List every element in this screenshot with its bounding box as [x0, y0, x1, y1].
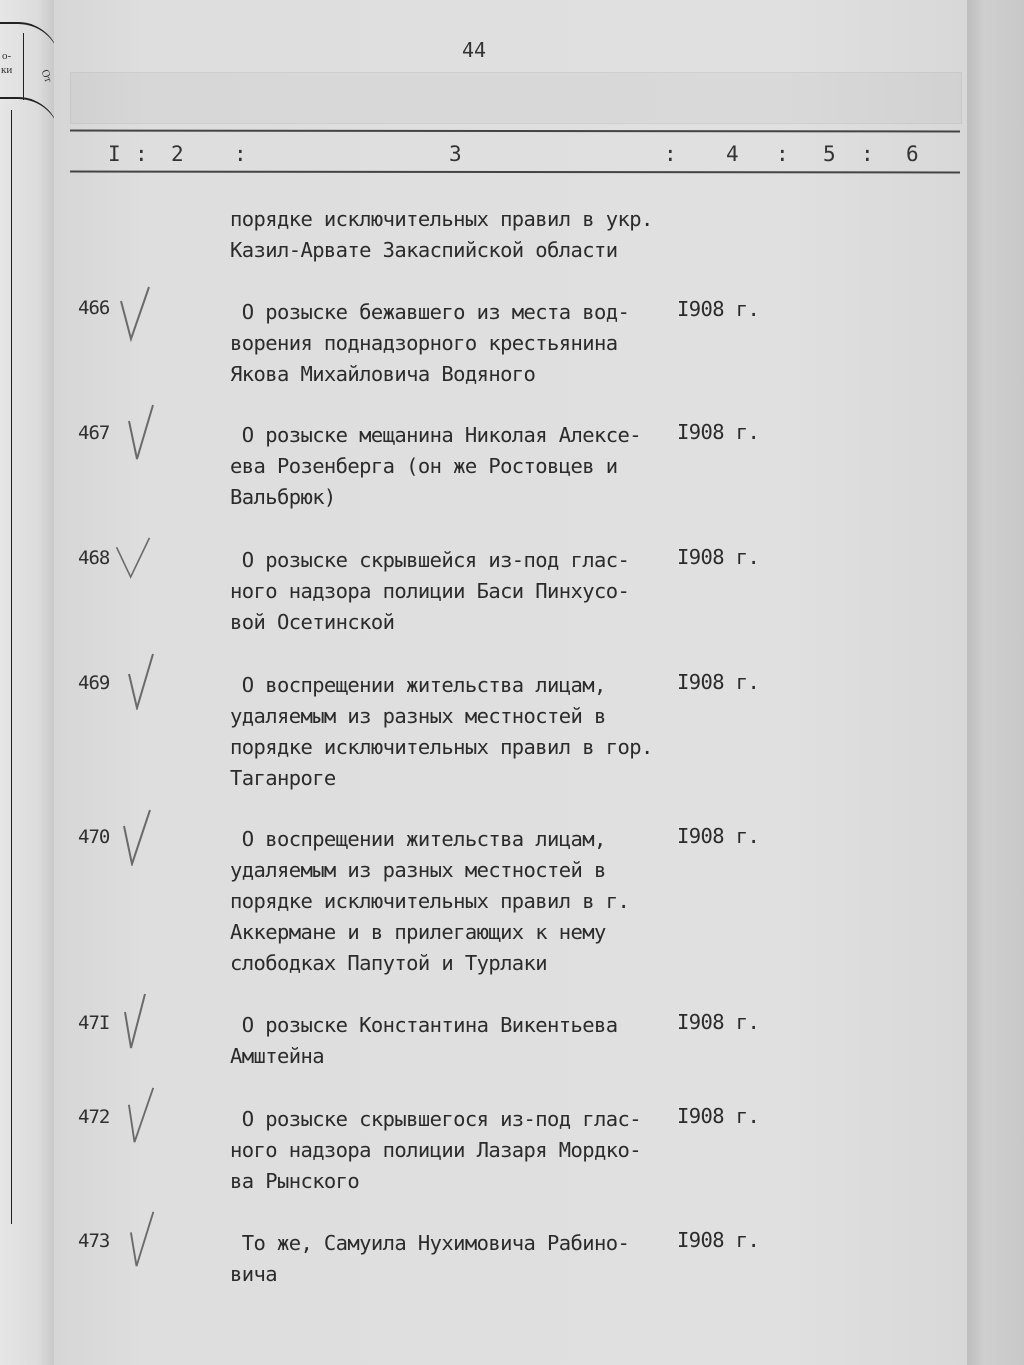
entry-description: [230, 297, 629, 390]
text-line: ного надзора полиции Баси Пинхусо-: [230, 579, 630, 603]
column-header-6: 6: [906, 142, 919, 166]
entry-number: 473: [78, 1230, 110, 1252]
entry-number: 466: [78, 297, 110, 319]
entry-date: I908 г.: [677, 420, 760, 444]
text-line: ва Рынского: [230, 1169, 360, 1193]
entry-description: [230, 824, 629, 979]
entry-number: 47I: [78, 1012, 110, 1034]
text-line: ного надзора полиции Лазаря Мордко-: [230, 1138, 641, 1162]
entry-number: 467: [78, 422, 110, 444]
text-line: вой Осетинской: [230, 610, 395, 634]
table-border-arc: [0, 97, 60, 139]
entry-number: 468: [78, 547, 110, 569]
text-line: ева Розенберга (он же Ростовцев и: [230, 454, 618, 478]
entry-number: 470: [78, 826, 110, 848]
previous-page-fragment: ки: [1, 64, 13, 76]
checkmark-icon: [124, 1086, 160, 1144]
entry-date: I908 г.: [677, 297, 760, 321]
column-header-5: 5: [823, 142, 836, 166]
text-line: удаляемым из разных местностей в: [230, 858, 606, 882]
checkmark-icon: [119, 992, 155, 1050]
previous-page-fragment: о-: [2, 50, 12, 62]
column-header-2: 2: [171, 142, 184, 166]
table-divider: [23, 33, 24, 100]
entry-description: [230, 1104, 641, 1197]
checkmark-icon: [115, 530, 151, 588]
entry-description: [230, 670, 653, 794]
column-header-1: I: [108, 142, 121, 166]
text-line: Якова Михайловича Водяного: [230, 362, 536, 386]
text-line: порядке исключительных правил в укр.: [230, 207, 653, 231]
column-header-3: 3: [449, 142, 462, 166]
continuation-text: [230, 204, 653, 266]
text-line: Аккермане и в прилегающих к нему: [230, 920, 606, 944]
page-number: 44: [462, 38, 487, 62]
text-line: удаляемым из разных местностей в: [230, 704, 606, 728]
text-line: О воспрещении жительства лицам,: [230, 827, 606, 851]
entry-date: I908 г.: [677, 1104, 760, 1128]
text-line: О розыске бежавшего из места вод-: [230, 300, 630, 324]
entry-date: I908 г.: [677, 824, 760, 848]
text-line: То же, Самуила Нухимовича Рабино-: [230, 1231, 630, 1255]
entry-number: 469: [78, 672, 110, 694]
text-line: порядке исключительных правил в гор.: [230, 735, 653, 759]
column-header-4: 4: [726, 142, 739, 166]
text-line: О розыске Константина Викентьева: [230, 1013, 618, 1037]
entry-description: [230, 420, 641, 513]
column-separator: :: [664, 142, 677, 166]
column-separator: :: [135, 142, 148, 166]
text-line: О розыске мещанина Николая Алексе-: [230, 423, 641, 447]
text-line: Казил-Арвате Закаспийской области: [230, 238, 618, 262]
checkmark-icon: [120, 808, 156, 866]
entry-date: I908 г.: [677, 545, 760, 569]
text-line: Вальбрюк): [230, 485, 336, 509]
entry-description: [230, 1228, 629, 1290]
text-line: О воспрещении жительства лицам,: [230, 673, 606, 697]
text-line: ворения поднадзорного крестьянина: [230, 331, 618, 355]
checkmark-icon: [117, 285, 153, 343]
text-line: порядке исключительных правил в г.: [230, 889, 630, 913]
checkmark-icon: [123, 652, 159, 710]
text-line: Таганроге: [230, 766, 336, 790]
column-separator: :: [776, 142, 789, 166]
checkmark-icon: [126, 1210, 162, 1268]
text-line: Амштейна: [230, 1044, 324, 1068]
text-line: слободках Папутой и Турлаки: [230, 951, 548, 975]
entry-description: [230, 1010, 618, 1072]
column-separator: :: [861, 142, 874, 166]
previous-page-edge: [0, 0, 54, 1365]
entry-number: 472: [78, 1106, 110, 1128]
entry-date: I908 г.: [677, 1228, 760, 1252]
page-edge-shadow: [967, 0, 1024, 1365]
previous-page-fragment: От: [38, 67, 55, 85]
bleed-through-header: [70, 72, 962, 124]
entry-date: I908 г.: [677, 670, 760, 694]
entry-date: I908 г.: [677, 1010, 760, 1034]
text-line: О розыске скрывшейся из-под глас-: [230, 548, 630, 572]
entry-description: [230, 545, 629, 638]
checkmark-icon: [125, 403, 161, 461]
text-line: вича: [230, 1262, 277, 1286]
table-divider: [11, 110, 12, 1224]
column-separator: :: [234, 142, 247, 166]
text-line: О розыске скрывшегося из-под глас-: [230, 1107, 641, 1131]
